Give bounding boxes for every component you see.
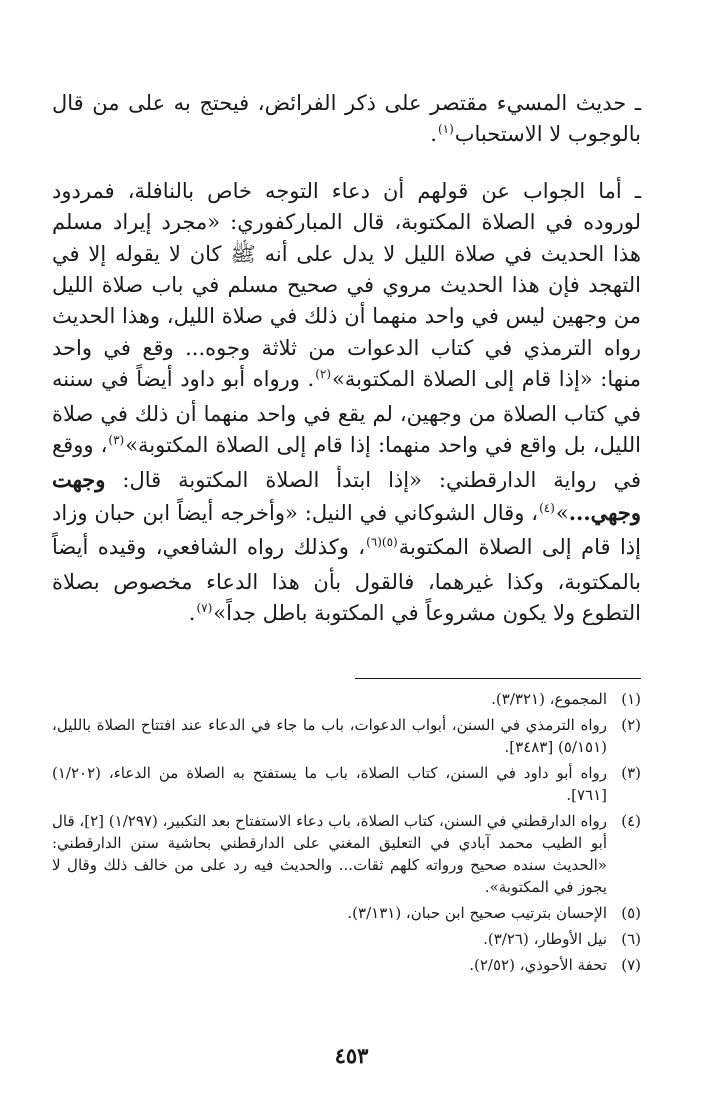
footnote-separator: [355, 678, 641, 679]
page-number: ٤٥٣: [334, 1043, 369, 1068]
text-run: ، وقال الشوكاني في النيل: «وأخرجه أيضاً ابن حبان وزاد إذا قام إلى الصلاة المكتوبة: [52, 500, 641, 560]
footnotes-section: [52, 688, 641, 980]
text-run: . ورواه أبو داود أيضاً في سننه في كتاب الصلاة من وجهين، لم يقع في واحد منهما أن ذلك في صلاة الليل، بل واقع في واحد منهما: إذا قام إلى الصلاة المكتوبة»: [52, 367, 641, 458]
text-run: ـ أما الجواب عن قولهم أن دعاء التوجه خاص بالنافلة، فمردود لوروده في الصلاة المكتوبة، قال المباركفوري: «مجرد إيراد مسلم هذا الحديث في صلاة الليل لا يدل على أنه ﷺ كان لا يقوله إلا في التهجد فإن هذا الحديث مروي في صحيح مسلم في باب صلاة الليل من وجهين ليس في واحد منهما أن ذلك في صلاة الليل، وهذا الحديث رواه الترمذي في كتاب الدعوات من ثلاثة وجوه... وقع في واحد منها: «إذا قام إلى الصلاة المكتوبة»: [52, 178, 641, 392]
footnote-reference: (٣): [108, 433, 125, 448]
footnote-number: (٦): [621, 930, 641, 948]
footnote-reference: (٤): [539, 500, 555, 515]
footnote-text: رواه الترمذي في السنن، أبواب الدعوات، باب ما جاء في الدعاء عند افتتاح الصلاة بالليل، (٥/١٥١) [٣٤٨٣].: [52, 716, 607, 756]
footnote-text: رواه أبو داود في السنن، كتاب الصلاة، باب ما يستفتح به الصلاة من الدعاء، (١/٢٠٢) [٧٦١].: [52, 764, 607, 804]
footnote-item: [52, 714, 641, 758]
text-run: ، ووقع في رواية الدارقطني: «إذا ابتدأ الصلاة المكتوبة قال:: [52, 433, 641, 493]
footnote-item: [52, 954, 641, 976]
text-run: .: [430, 122, 437, 147]
footnote-reference: (٧): [196, 601, 213, 616]
main-text: [52, 88, 641, 633]
footnote-number: (١): [621, 690, 641, 708]
footnote-item: [52, 762, 641, 806]
footnote-number: (٥): [621, 904, 641, 922]
text-run: ـ حديث المسيء مقتصر على ذكر الفرائض، فيحتج به على من قال بالوجوب لا الاستحباب: [52, 91, 641, 147]
footnote-text: رواه الدارقطني في السنن، كتاب الصلاة، باب دعاء الاستفتاح بعد التكبير، (١/٢٩٧) [٢]، قال أبو الطيب محمد آبادي في التعليق المغني على الدارقطني بحاشية سنن الدارقطني: «الحديث سنده صحيح ورواته كلهم ثقات... والحديث فيه رد على من خالف ذلك وقال لا يجوز في المكتوبة».: [52, 812, 607, 896]
footnote-item: [52, 928, 641, 950]
footnote-text: الإحسان بترتيب صحيح ابن حبان، (٣/١٣١).: [347, 904, 607, 922]
footnote-item: [52, 688, 641, 710]
footnote-number: (٣): [621, 764, 641, 782]
footnote-text: المجموع، (٣/٣٢١).: [491, 690, 607, 708]
bold-quote: وجهت وجهي...: [52, 467, 641, 525]
footnote-text: تحفة الأحوذي، (٢/٥٢).: [469, 956, 607, 974]
footnote-number: (٧): [621, 956, 641, 974]
body-paragraph: [52, 88, 641, 154]
footnote-reference: (١): [437, 122, 454, 137]
footnote-number: (٢): [621, 716, 641, 734]
body-paragraph: [52, 176, 641, 633]
footnote-number: (٤): [621, 812, 641, 830]
text-run: »: [555, 500, 569, 525]
footnote-item: [52, 902, 641, 924]
text-run: .: [188, 601, 196, 626]
text-run: ، وكذلك رواه الشافعي، وقيده أيضاً بالمكتوبة، وكذا غيرهما، فالقول بأن هذا الدعاء مخصوص بصلاة التطوع ولا يكون مشروعاً في المكتوبة باطل جداً»: [52, 535, 641, 626]
footnote-text: نيل الأوطار، (٣/٢٦).: [483, 930, 607, 948]
footnote-reference: (٢): [315, 367, 332, 382]
footnote-item: [52, 810, 641, 898]
footnote-reference: (٥)(٦): [366, 535, 398, 550]
